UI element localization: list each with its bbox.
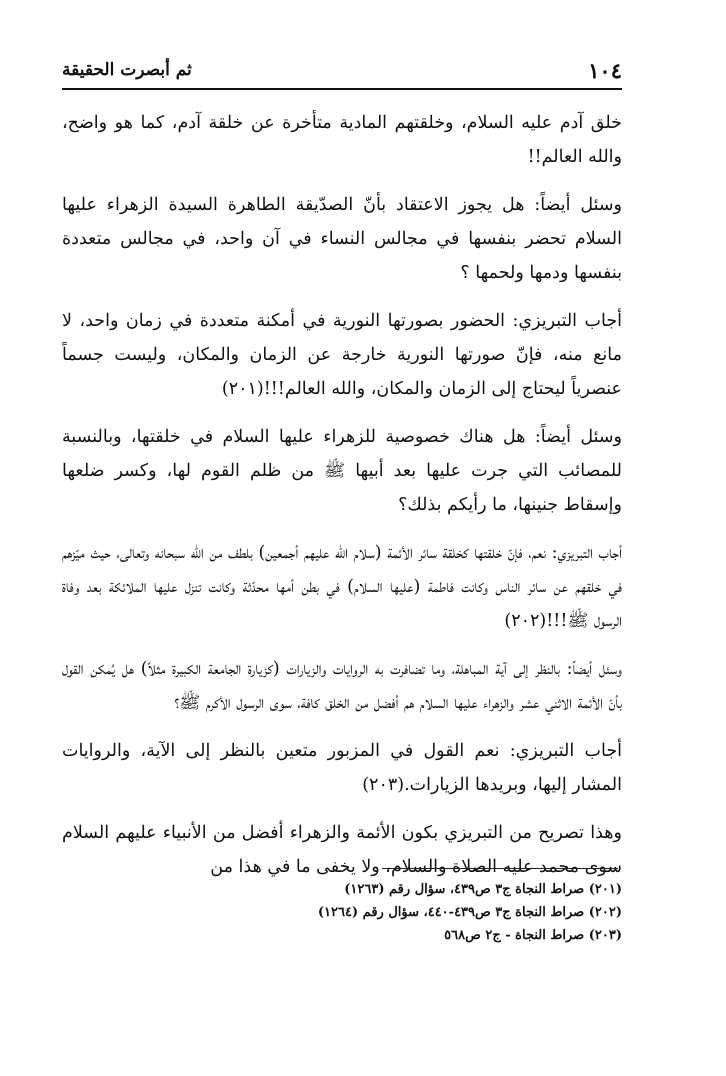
footnote-separator bbox=[382, 868, 618, 869]
page-header bbox=[62, 56, 622, 88]
paragraph: خلق آدم عليه السلام، وخلقتهم المادية متأخرة عن خلقة آدم، كما هو واضح، والله العالم!! bbox=[62, 113, 622, 167]
paragraph: أجاب التبريزي: الحضور بصورتها النورية في أمكنة متعددة في زمان واحد، لا مانع منه، فإنّ صورتها النورية خارجة عن الزمان والمكان، وليست جسماً عنصرياً ليحتاج إلى الزمان والمكان، والله العالم!!!(٢٠١) bbox=[62, 311, 622, 399]
main-text bbox=[62, 106, 622, 898]
footnotes bbox=[62, 878, 622, 947]
paragraph: وسئل أيضاً: هل يجوز الاعتقاد بأنّ الصدّيقة الطاهرة السيدة الزهراء عليها السلام تحضر بنفسها في مجالس النساء في آن واحد، في مجالس متعددة بنفسها ودمها ولحمها ؟ bbox=[62, 195, 622, 283]
paragraph: أجاب التبريزي: نعم، فإنّ خلقتها كخلقة سائر الأئمة (سلام الله عليهم أجمعين) بلطف من الله سبحانه وتعالى، حيث ميّزهم في خلقهم عن سائر الناس وكانت فاطمة (عليها السلام) في بطن أمها محدّثة وكانت تنزل عليها الملائكة بعد وفاة الرسول ﷺ!!!(٢٠٢) bbox=[62, 543, 622, 631]
running-title: ثم أبصرت الحقيقة bbox=[62, 60, 192, 80]
footnote: (٢٠٣) صراط النجاة - ج٢ ص٥٦٨ bbox=[444, 928, 622, 943]
footnote: (٢٠٢) صراط النجاة ج٣ ص٤٣٩-٤٤٠، سؤال رقم (١٢٦٤) bbox=[317, 905, 622, 920]
paragraph: وسئل أيضاً: هل هناك خصوصية للزهراء عليها السلام في خلقتها، وبالنسبة للمصائب التي جرت عليها بعد أبيها ﷺ من ظلم القوم لها، وكسر ضلعها وإسقاط جنينها، ما رأيكم بذلك؟ bbox=[62, 427, 622, 515]
paragraph: وهذا تصريح من التبريزي بكون الأئمة والزهراء أفضل من الأنبياء عليهم السلام سوى محمد عليه الصلاة والسلام، ولا يخفى ما في هذا من bbox=[62, 823, 622, 877]
footnote: (٢٠١) صراط النجاة ج٣ ص٤٣٩، سؤال رقم (١٢٦٣) bbox=[344, 882, 622, 897]
paragraph: وسئل أيضاً: بالنظر إلى آية المباهلة، وما تضافرت به الروايات والزيارات (كزيارة الجامعة الكبيرة مثلاً) هل يُمكن القول بأنّ الأئمة الاثني عشر والزهراء عليها السلام هم أفضل من الخلق كافة، سوى الرسول الأكرم ﷺ؟ bbox=[62, 659, 622, 713]
page-number: ١٠٤ bbox=[588, 58, 622, 83]
header-rule bbox=[62, 88, 622, 90]
paragraph: أجاب التبريزي: نعم القول في المزبور متعين بالنظر إلى الآية، والروايات المشار إليها، وبريدها الزيارات.(٢٠٣) bbox=[62, 741, 622, 795]
